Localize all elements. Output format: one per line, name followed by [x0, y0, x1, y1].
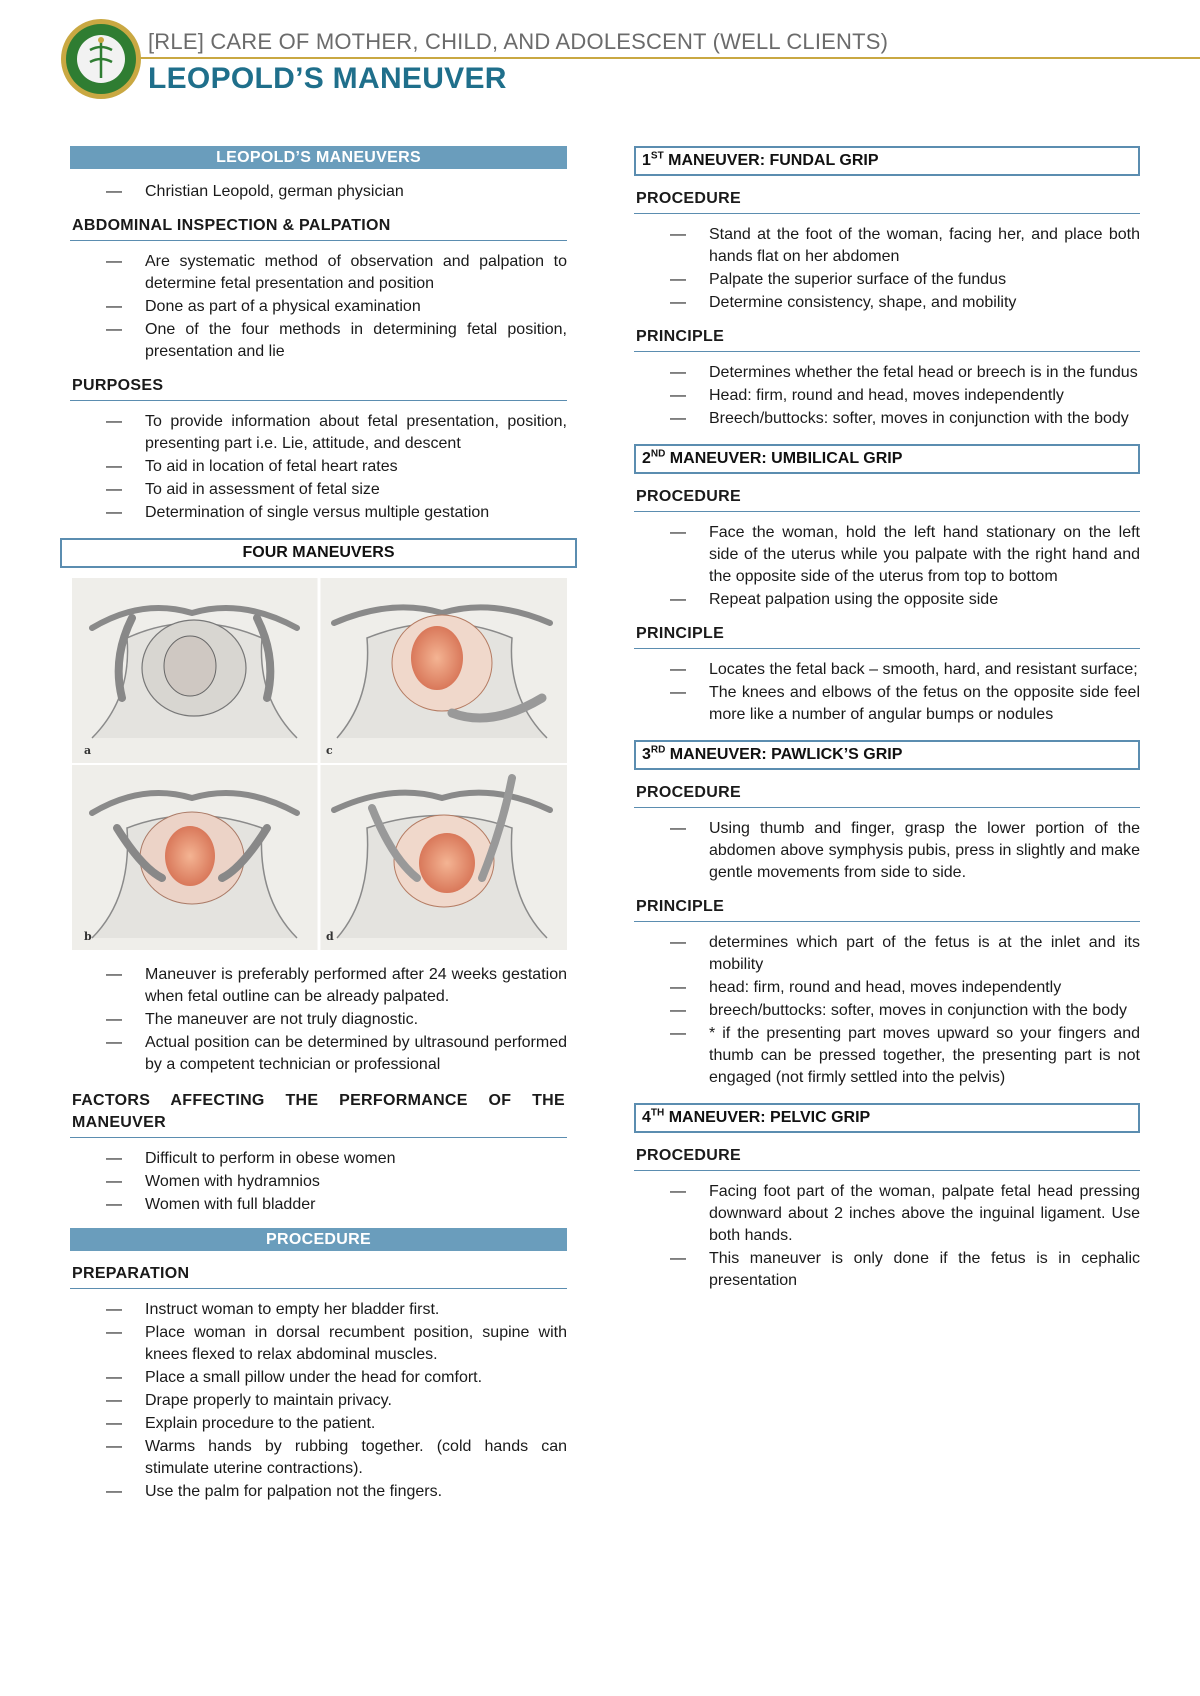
list-item: — Are systematic method of observation and palpation to determine fetal presentation and position — [106, 253, 567, 292]
list-item: — Place woman in dorsal recumbent position, supine with knees flexed to relax abdominal muscles. — [106, 1324, 567, 1363]
dash-bullet: — — [106, 1369, 122, 1386]
preparation-list — [70, 1299, 567, 1503]
list-item: — To provide information about fetal presentation, position, presenting part i.e. Lie, attitude, and descent — [106, 413, 567, 452]
heading-procedure: PROCEDURE — [634, 1147, 1140, 1171]
m3-procedure-list — [634, 818, 1140, 884]
list-item: — Place a small pillow under the head for comfort. — [70, 1367, 567, 1389]
list-item: — Using thumb and finger, grasp the lower portion of the abdomen above symphysis pubis, press in slightly and make gentle movements from side to side. — [670, 820, 1140, 881]
dash-bullet: — — [670, 684, 686, 701]
dash-bullet: — — [106, 1483, 122, 1500]
heading-procedure: PROCEDURE — [634, 190, 1140, 214]
school-seal-logo — [60, 18, 142, 100]
dash-bullet: — — [670, 226, 686, 243]
list-item: — Instruct woman to empty her bladder first. — [70, 1299, 567, 1321]
four-maneuvers-illustration — [72, 578, 567, 950]
header-rule — [140, 57, 1200, 59]
dash-bullet: — — [106, 1173, 122, 1190]
heading-abdominal-inspection: ABDOMINAL INSPECTION & PALPATION — [70, 217, 567, 241]
dash-bullet: — — [106, 1301, 122, 1318]
dash-bullet: — — [670, 294, 686, 311]
list-item: — Actual position can be determined by ultrasound performed by a competent technician or professional — [106, 1034, 567, 1073]
dash-bullet: — — [670, 591, 686, 608]
dash-bullet: — — [106, 481, 122, 498]
dash-bullet: — — [670, 934, 686, 951]
dash-bullet: — — [670, 1250, 686, 1267]
list-item: — Determine consistency, shape, and mobility — [634, 292, 1140, 314]
dash-bullet: — — [670, 271, 686, 288]
heading-principle: PRINCIPLE — [634, 625, 1140, 649]
purposes-list — [70, 411, 567, 524]
list-item: — To aid in location of fetal heart rates — [70, 456, 567, 478]
list-item: — The knees and elbows of the fetus on the opposite side feel more like a number of angular bumps or nodules — [670, 684, 1140, 723]
dash-bullet: — — [670, 1183, 686, 1200]
list-item: — * if the presenting part moves upward so your fingers and thumb can be pressed together, the presenting part is not engaged (not firmly settled into the pelvis) — [670, 1025, 1140, 1086]
list-item: — Head: firm, round and head, moves independently — [634, 385, 1140, 407]
list-item: — To aid in assessment of fetal size — [70, 479, 567, 501]
dash-bullet: — — [670, 387, 686, 404]
list-item: — Women with full bladder — [70, 1194, 567, 1216]
list-item: — Facing foot part of the woman, palpate fetal head pressing downward about 2 inches above the inguinal ligament. Use both hands. — [670, 1183, 1140, 1244]
panel-label-b: b — [84, 930, 92, 943]
m2-procedure-list — [634, 522, 1140, 611]
list-item: — Women with hydramnios — [70, 1171, 567, 1193]
heading-principle: PRINCIPLE — [634, 328, 1140, 352]
list-item: — Use the palm for palpation not the fingers. — [70, 1481, 567, 1503]
list-item: — Palpate the superior surface of the fundus — [634, 269, 1140, 291]
dash-bullet: — — [106, 1150, 122, 1167]
dash-bullet: — — [670, 1002, 686, 1019]
dash-bullet: — — [106, 413, 122, 430]
dash-bullet: — — [106, 1196, 122, 1213]
dash-bullet: — — [106, 966, 122, 983]
panel-label-c: c — [326, 744, 333, 757]
list-item: — Determines whether the fetal head or breech is in the fundus — [634, 362, 1140, 384]
list-item: — Difficult to perform in obese women — [70, 1148, 567, 1170]
heading-procedure: PROCEDURE — [634, 488, 1140, 512]
illustration-svg — [72, 578, 567, 950]
heading-preparation: PREPARATION — [70, 1265, 567, 1289]
dash-bullet: — — [106, 1392, 122, 1409]
m4-procedure-list — [634, 1181, 1140, 1292]
heading-procedure: PROCEDURE — [634, 784, 1140, 808]
dash-bullet: — — [106, 321, 122, 338]
page-header — [0, 0, 1200, 110]
panel-label-a: a — [84, 744, 92, 757]
panel-label-d: d — [326, 930, 334, 943]
dash-bullet: — — [106, 1011, 122, 1028]
dash-bullet: — — [670, 524, 686, 541]
dash-bullet: — — [670, 1025, 686, 1042]
list-item: — Maneuver is preferably performed after 24 weeks gestation when fetal outline can be already palpated. — [106, 966, 567, 1005]
right-column — [634, 146, 1140, 1293]
list-item: — Stand at the foot of the woman, facing her, and place both hands flat on her abdomen — [670, 226, 1140, 265]
list-item: — Face the woman, hold the left hand stationary on the left side of the uterus while you palpate with the right hand and the opposite side of the uterus from top to bottom — [670, 524, 1140, 585]
banner-first-maneuver: 1ST MANEUVER: FUNDAL GRIP — [634, 146, 1140, 176]
course-title: [RLE] CARE OF MOTHER, CHILD, AND ADOLESCENT (WELL CLIENTS) — [148, 29, 889, 54]
dash-bullet: — — [106, 253, 122, 270]
list-item: — head: firm, round and head, moves independently — [634, 977, 1140, 999]
m1-principle-list — [634, 362, 1140, 430]
heading-factors-affecting: FACTORS AFFECTING THE PERFORMANCE OF THE MANEUVER — [70, 1090, 567, 1138]
dash-bullet: — — [670, 410, 686, 427]
list-item: — The maneuver are not truly diagnostic. — [70, 1009, 567, 1031]
m3-principle-list — [634, 932, 1140, 1089]
dash-bullet: — — [106, 458, 122, 475]
document-title: LEOPOLD’S MANEUVER — [148, 62, 507, 95]
list-item: — Warms hands by rubbing together. (cold hands can stimulate uterine contractions). — [106, 1438, 567, 1477]
list-item: — Locates the fetal back – smooth, hard, and resistant surface; — [634, 659, 1140, 681]
list-item: — Repeat palpation using the opposite side — [634, 589, 1140, 611]
banner-procedure: PROCEDURE — [70, 1228, 567, 1251]
list-item: — This maneuver is only done if the fetus is in cephalic presentation — [670, 1250, 1140, 1289]
dash-bullet: — — [106, 1438, 122, 1455]
banner-third-maneuver: 3RD MANEUVER: PAWLICK’S GRIP — [634, 740, 1140, 770]
dash-bullet: — — [106, 504, 122, 521]
list-item: — Determination of single versus multiple gestation — [70, 502, 567, 524]
dash-bullet: — — [670, 661, 686, 678]
intro-list — [70, 181, 567, 203]
banner-four-maneuvers: FOUR MANEUVERS — [60, 538, 577, 568]
m2-principle-list — [634, 659, 1140, 726]
banner-second-maneuver: 2ND MANEUVER: UMBILICAL GRIP — [634, 444, 1140, 474]
list-item: — breech/buttocks: softer, moves in conjunction with the body — [634, 1000, 1140, 1022]
after-figure-list — [70, 964, 567, 1076]
factors-list — [70, 1148, 567, 1216]
dash-bullet: — — [106, 183, 122, 200]
list-item: — determines which part of the fetus is at the inlet and its mobility — [670, 934, 1140, 973]
dash-bullet: — — [670, 979, 686, 996]
list-item: — Christian Leopold, german physician — [70, 181, 567, 203]
list-item: — Breech/buttocks: softer, moves in conjunction with the body — [634, 408, 1140, 430]
heading-principle: PRINCIPLE — [634, 898, 1140, 922]
dash-bullet: — — [106, 1415, 122, 1432]
dash-bullet: — — [670, 364, 686, 381]
list-item: — One of the four methods in determining fetal position, presentation and lie — [106, 321, 567, 360]
list-item: — Explain procedure to the patient. — [70, 1413, 567, 1435]
list-item: — Done as part of a physical examination — [70, 296, 567, 318]
abdominal-list — [70, 251, 567, 363]
list-item: — Drape properly to maintain privacy. — [70, 1390, 567, 1412]
dash-bullet: — — [106, 298, 122, 315]
left-column — [70, 146, 567, 1504]
dash-bullet: — — [106, 1324, 122, 1341]
heading-purposes: PURPOSES — [70, 377, 567, 401]
banner-fourth-maneuver: 4TH MANEUVER: PELVIC GRIP — [634, 1103, 1140, 1133]
dash-bullet: — — [670, 820, 686, 837]
dash-bullet: — — [106, 1034, 122, 1051]
m1-procedure-list — [634, 224, 1140, 314]
banner-leopolds-maneuvers: LEOPOLD’S MANEUVERS — [70, 146, 567, 169]
